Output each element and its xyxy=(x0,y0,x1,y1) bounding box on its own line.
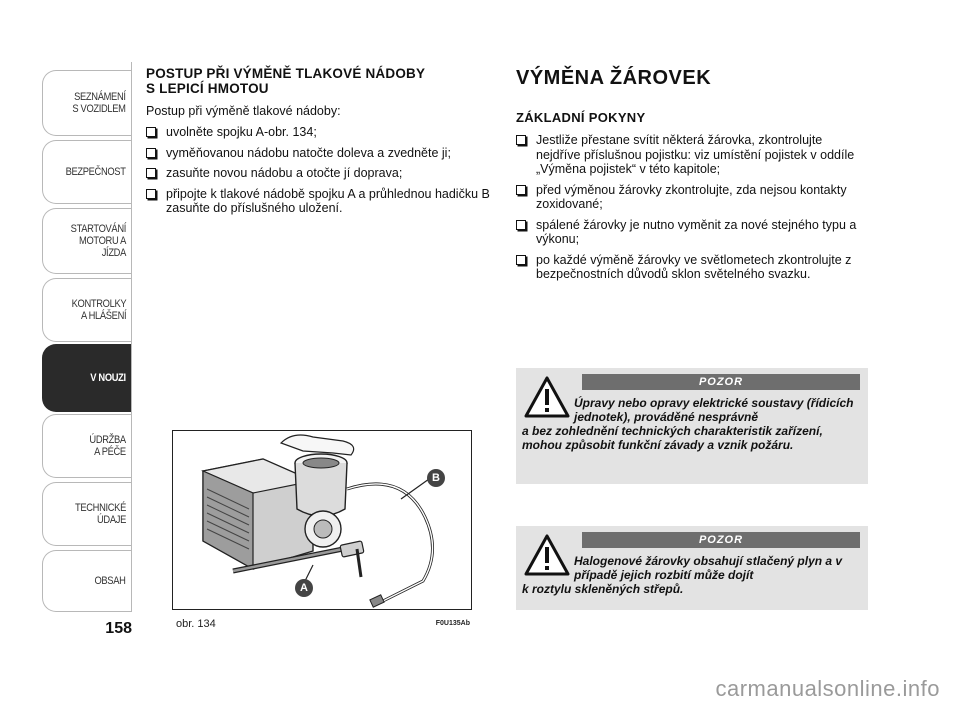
list-item: uvolněte spojku A-obr. 134; xyxy=(146,125,496,140)
checkbox-bullet-icon xyxy=(516,255,526,265)
callout-b: B xyxy=(427,469,445,487)
warning-text: Úpravy nebo opravy elektrické soustavy (řídicích jednotek), prováděné nesprávně a bez zohlednění technických charakteristik zařízení, mohou způsobit funkční závady a vznik požáru. xyxy=(522,396,854,452)
checkbox-bullet-icon xyxy=(516,185,526,195)
checkbox-bullet-icon xyxy=(146,168,156,178)
tab-v-nouzi[interactable]: V NOUZI xyxy=(42,344,132,412)
tab-seznameni[interactable]: SEZNÁMENÍ S VOZIDLEM xyxy=(42,70,132,136)
tab-kontrolky[interactable]: KONTROLKY A HLÁŠENÍ xyxy=(42,278,132,342)
figure-code: F0U135Ab xyxy=(435,620,470,627)
list-item: před výměnou žárovky zkontrolujte, zda nejsou kontakty zoxidované; xyxy=(516,183,868,212)
guidelines-list xyxy=(516,133,868,282)
section-heading-line2: S LEPICÍ HMOTOU xyxy=(146,81,269,96)
section-heading xyxy=(146,66,496,96)
section-heading-line1: POSTUP PŘI VÝMĚNĚ TLAKOVÉ NÁDOBY xyxy=(146,66,426,81)
callout-a: A xyxy=(295,579,313,597)
list-item: připojte k tlakové nádobě spojku A a průhlednou hadičku B zasuňte do příslušného uložení. xyxy=(146,187,496,216)
list-item: Jestliže přestane svítit některá žárovka, zkontrolujte nejdříve příslušnou pojistku: viz umístění pojistek v oddíle „Výměna pojistek“ v této kapitole; xyxy=(516,133,868,177)
tab-bezpecnost[interactable]: BEZPEČNOST xyxy=(42,140,132,204)
left-column xyxy=(146,66,496,222)
right-column xyxy=(516,66,868,288)
tab-technicke-udaje[interactable]: TECHNICKÉ ÚDAJE xyxy=(42,482,132,546)
warning-text: Halogenové žárovky obsahují stlačený plyn a v případě jejich rozbití může dojít k roztylu skleněných střepů. xyxy=(522,554,843,596)
checkbox-bullet-icon xyxy=(146,189,156,199)
warning-label: POZOR xyxy=(582,374,860,390)
page-title: VÝMĚNA ŽÁROVEK xyxy=(516,67,712,89)
checkbox-bullet-icon xyxy=(146,127,156,137)
subsection-heading: ZÁKLADNÍ POKYNY xyxy=(516,110,646,125)
list-item: po každé výměně žárovky ve světlometech zkontrolujte z bezpečnostních důvodů sklon světelného svazku. xyxy=(516,253,868,282)
watermark: carmanualsonline.info xyxy=(715,676,940,701)
checkbox-bullet-icon xyxy=(516,135,526,145)
tab-udrzba[interactable]: ÚDRŽBA A PÉČE xyxy=(42,414,132,478)
warning-box-halogen xyxy=(516,526,868,610)
checkbox-bullet-icon xyxy=(146,148,156,158)
checkbox-bullet-icon xyxy=(516,220,526,230)
step-list xyxy=(146,125,496,216)
warning-triangle-icon xyxy=(524,376,570,418)
list-item: zasuňte novou nádobu a otočte jí doprava; xyxy=(146,166,496,181)
tab-startovani[interactable]: STARTOVÁNÍ MOTORU A JÍZDA xyxy=(42,208,132,274)
intro-text: Postup při výměně tlakové nádoby: xyxy=(146,104,341,118)
page-number: 158 xyxy=(105,620,132,637)
warning-label: POZOR xyxy=(582,532,860,548)
warning-triangle-icon xyxy=(524,534,570,576)
list-item: spálené žárovky je nutno vyměnit za nové stejného typu a výkonu; xyxy=(516,218,868,247)
compressor-illustration xyxy=(173,431,471,609)
sidebar-divider xyxy=(131,62,132,612)
tab-obsah[interactable]: OBSAH xyxy=(42,550,132,612)
warning-box-electrical xyxy=(516,368,868,484)
figure-caption: obr. 134 xyxy=(176,618,216,630)
figure-compressor xyxy=(172,430,472,610)
list-item: vyměňovanou nádobu natočte doleva a zvedněte ji; xyxy=(146,146,496,161)
